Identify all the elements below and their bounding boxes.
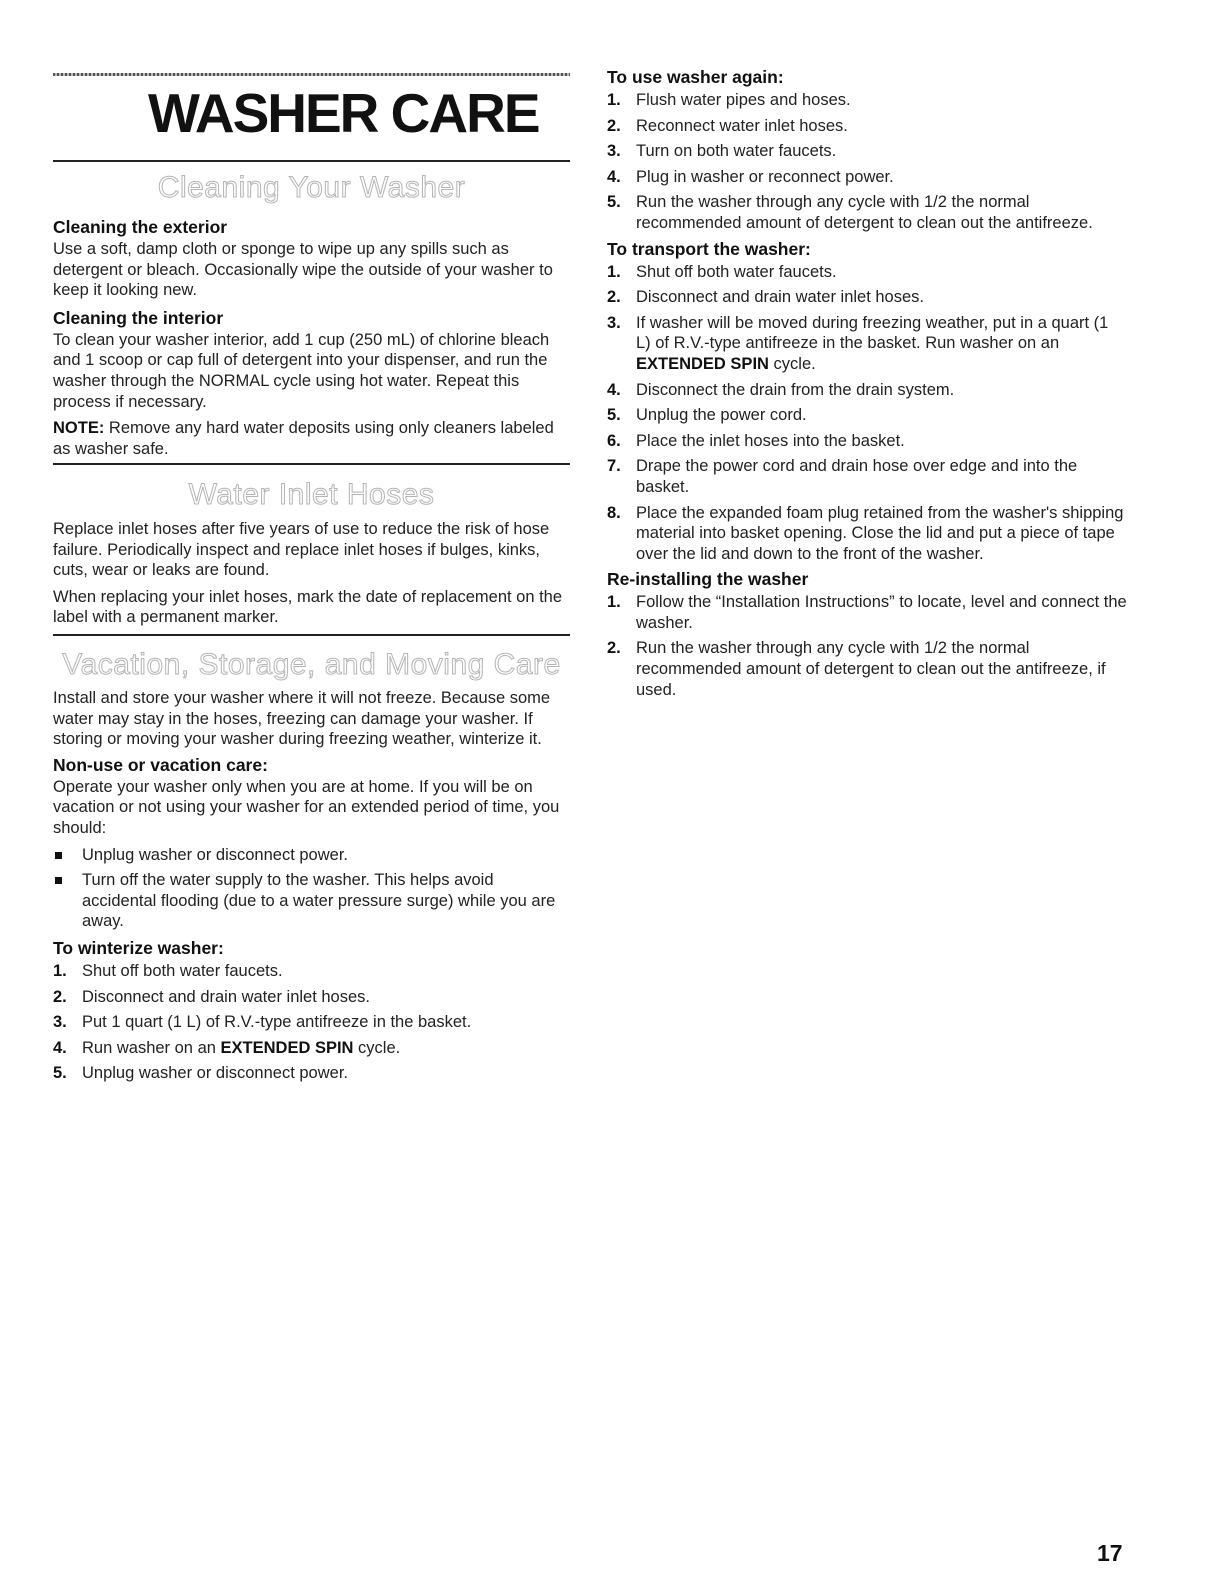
list-item: 2. Run the washer through any cycle with 1/2 the normal recommended amount of detergent to clean out the antifreeze, if used.: [607, 639, 1106, 699]
subheading-use-again: To use washer again:: [607, 67, 784, 87]
subheading-exterior: Cleaning the exterior: [53, 217, 228, 237]
use-again-steps: [607, 90, 1127, 234]
exterior-text: Use a soft, damp cloth or sponge to wipe up any spills such as detergent or bleach. Occasionally wipe the outside of your washer to keep it looking new.: [53, 240, 553, 300]
section-divider: [53, 463, 570, 465]
reinstall-steps: [607, 592, 1127, 700]
winterize-steps: [53, 961, 570, 1084]
note-text: Remove any hard water deposits using only cleaners labeled as washer safe.: [53, 419, 554, 458]
transport-steps: [607, 262, 1127, 565]
list-item: 2. Disconnect and drain water inlet hoses.: [607, 288, 924, 307]
list-item: 2. Disconnect and drain water inlet hoses.: [53, 987, 370, 1006]
list-item: 4. Run washer on an EXTENDED SPIN cycle.: [53, 1038, 401, 1057]
interior-text: To clean your washer interior, add 1 cup (250 mL) of chlorine bleach and 1 scoop or cap full of detergent into your dispenser, and run the washer through the NORMAL cycle using hot water. Repeat this process if necessary.: [53, 330, 550, 411]
nonuse-bullets: [53, 845, 570, 932]
list-item: 1. Flush water pipes and hoses.: [607, 91, 851, 109]
bullet-square-icon: [55, 852, 62, 859]
section-heading-vacation: Vacation, Storage, and Moving Care: [62, 648, 561, 681]
list-item: Turn off the water supply to the washer. This helps avoid accidental flooding (due to a water pressure surge) while you are away.: [53, 870, 570, 932]
list-item: 1. Shut off both water faucets.: [53, 961, 283, 980]
note-paragraph: [53, 418, 570, 459]
list-item: 2. Reconnect water inlet hoses.: [607, 116, 848, 135]
list-item: 5. Run the washer through any cycle with 1/2 the normal recommended amount of detergent to clean out the antifreeze.: [607, 193, 1093, 232]
section-divider: [53, 160, 570, 162]
nonuse-text: Operate your washer only when you are at home. If you will be on vacation or not using your washer for an extended period of time, you should:: [53, 777, 560, 837]
subheading-winterize: To winterize washer:: [53, 937, 224, 958]
note-label: NOTE:: [53, 419, 105, 438]
hoses-paragraph-1: Replace inlet hoses after five years of use to reduce the risk of hose failure. Periodically inspect and replace inlet hoses if bulges, kinks, cuts, wear or leaks are found.: [53, 520, 550, 580]
subheading-transport: To transport the washer:: [607, 238, 811, 259]
list-item: 1. Follow the “Installation Instructions” to locate, level and connect the washer.: [607, 593, 1127, 632]
list-item: 4. Disconnect the drain from the drain system.: [607, 380, 955, 399]
list-item: 7. Drape the power cord and drain hose over edge and into the basket.: [607, 457, 1078, 496]
subheading-reinstall: Re-installing the washer: [607, 569, 809, 590]
list-item: 5. Unplug washer or disconnect power.: [53, 1064, 348, 1083]
list-item: 6. Place the inlet hoses into the basket.: [607, 431, 905, 450]
list-item: 3. If washer will be moved during freezing weather, put in a quart (1 L) of R.V.-type antifreeze in the basket. Run washer on an EXTENDED SPIN cycle.: [607, 313, 1109, 373]
cleaning-section: [53, 217, 570, 459]
section-heading-hoses: Water Inlet Hoses: [188, 478, 435, 511]
bullet-square-icon: [55, 877, 62, 884]
use-again-section: [607, 67, 1127, 705]
list-item: Unplug washer or disconnect power.: [53, 845, 570, 866]
section-heading-cleaning: Cleaning Your Washer: [157, 171, 466, 204]
section-divider: [53, 634, 570, 636]
vacation-section: [53, 688, 570, 1089]
vacation-intro: Install and store your washer where it will not freeze. Because some water may stay in the hoses, freezing can damage your washer. If storing or moving your washer during freezing weather, winterize it.: [53, 689, 551, 749]
page-title: WASHER CARE: [148, 82, 539, 144]
top-dotted-rule: [53, 73, 570, 76]
hoses-section: [53, 519, 570, 628]
list-item: 5. Unplug the power cord.: [607, 406, 807, 425]
page-number: 17: [1097, 1540, 1123, 1566]
hoses-paragraph-2: When replacing your inlet hoses, mark the date of replacement on the label with a permanent marker.: [53, 587, 563, 627]
list-item: 3. Turn on both water faucets.: [607, 142, 837, 161]
list-item: 1. Shut off both water faucets.: [607, 262, 837, 281]
subheading-interior: Cleaning the interior: [53, 307, 224, 328]
list-item: 3. Put 1 quart (1 L) of R.V.-type antifreeze in the basket.: [53, 1013, 472, 1032]
list-item: 8. Place the expanded foam plug retained from the washer's shipping material into basket opening. Close the lid and put a piece of tape over the lid and down to the front of the washer.: [607, 503, 1124, 563]
subheading-nonuse: Non-use or vacation care:: [53, 754, 268, 775]
list-item: 4. Plug in washer or reconnect power.: [607, 167, 894, 186]
